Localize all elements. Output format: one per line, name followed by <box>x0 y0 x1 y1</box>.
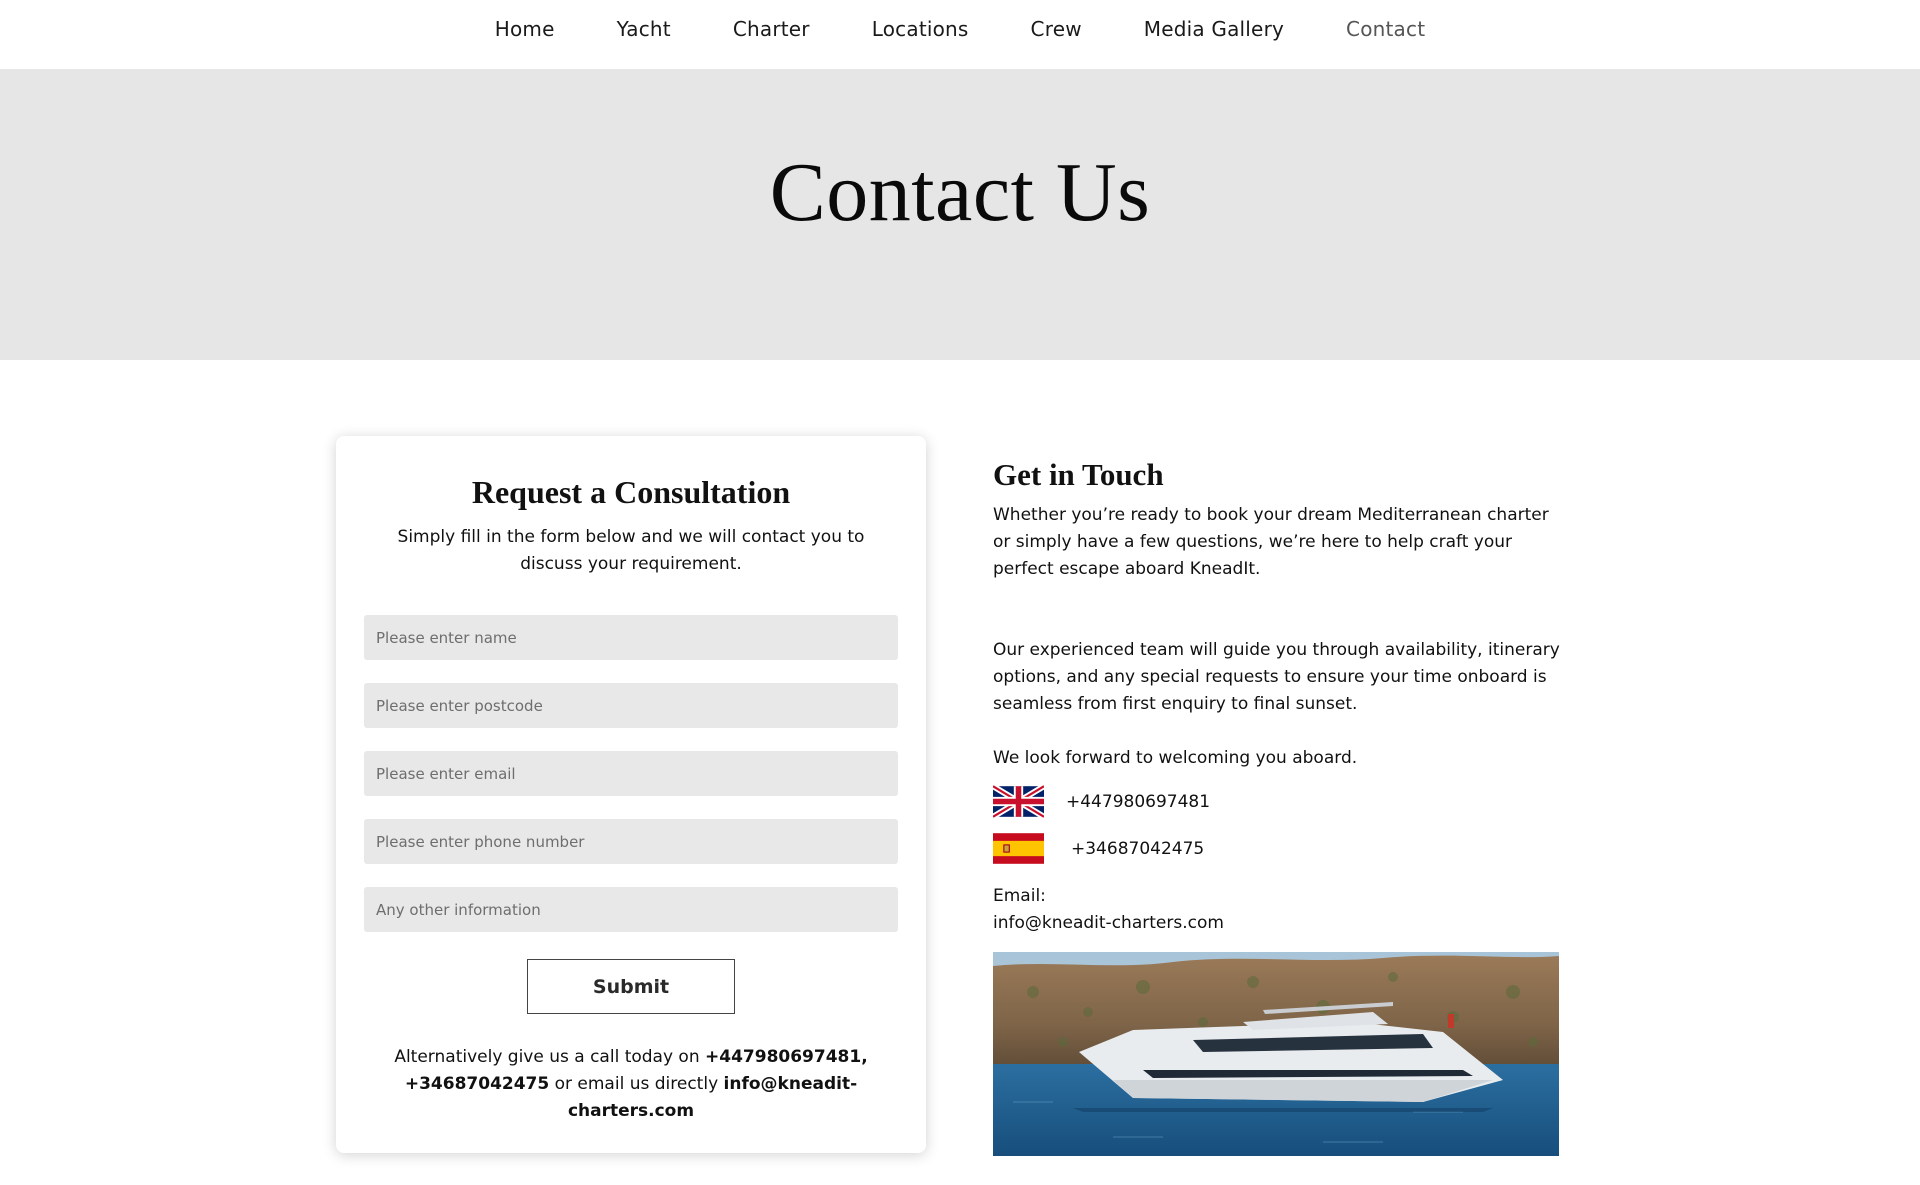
nav-item-home[interactable]: Home <box>494 16 555 41</box>
uk-flag-icon <box>993 785 1044 818</box>
postcode-input[interactable] <box>364 683 898 728</box>
form-footer-text <box>376 1044 886 1125</box>
yacht-photo <box>993 952 1559 1156</box>
welcome-paragraph: We look forward to welcoming you aboard. <box>993 748 1358 768</box>
team-paragraph: Our experienced team will guide you through availability, itinerary options, and any special requests to ensure your time onboard is seamless from first enquiry to final sunset. <box>993 640 1560 714</box>
nav-item-crew[interactable]: Crew <box>1030 16 1082 41</box>
name-input[interactable] <box>364 615 898 660</box>
email-label: Email: <box>993 886 1046 906</box>
top-navigation <box>0 0 1920 69</box>
footer-text-email: or email us directly <box>549 1074 724 1094</box>
spain-flag-icon <box>993 832 1044 865</box>
consultation-form-card <box>336 436 926 1153</box>
yacht-image <box>993 952 1559 1156</box>
spain-phone-row[interactable] <box>993 832 1204 865</box>
nav-menu <box>464 17 1457 41</box>
get-in-touch-title: Get in Touch <box>993 457 1164 492</box>
spain-phone-number[interactable]: +34687042475 <box>1071 838 1205 859</box>
intro-paragraph: Whether you’re ready to book your dream Mediterranean charter or simply have a few questions, we’re here to help craft your perfect escape aboard KneadIt. <box>993 505 1549 579</box>
form-subtitle: Simply fill in the form below and we will contact you to discuss your requirement. <box>397 527 865 574</box>
form-title: Request a Consultation <box>471 474 791 510</box>
nav-item-media-gallery[interactable]: Media Gallery <box>1143 16 1285 41</box>
phone-input[interactable] <box>364 819 898 864</box>
get-in-touch-section <box>993 455 1563 933</box>
uk-phone-row[interactable] <box>993 785 1210 818</box>
email-input[interactable] <box>364 751 898 796</box>
hero-banner <box>0 69 1920 360</box>
nav-item-contact[interactable]: Contact <box>1346 16 1426 41</box>
submit-button[interactable]: Submit <box>527 959 735 1014</box>
uk-phone-number[interactable]: +447980697481 <box>1066 791 1211 812</box>
page-title: Contact Us <box>769 146 1151 239</box>
nav-item-yacht[interactable]: Yacht <box>616 16 671 41</box>
footer-email-link[interactable]: info@kneadit-charters.com <box>567 1074 858 1121</box>
nav-item-charter[interactable]: Charter <box>732 16 810 41</box>
other-information-input[interactable] <box>364 887 898 932</box>
nav-item-locations[interactable]: Locations <box>871 16 969 41</box>
footer-text-call: Alternatively give us a call today on <box>394 1047 706 1067</box>
footer-phone-numbers[interactable]: +447980697481, +34687042475 <box>404 1047 868 1094</box>
email-link[interactable]: info@kneadit-charters.com <box>993 913 1224 933</box>
